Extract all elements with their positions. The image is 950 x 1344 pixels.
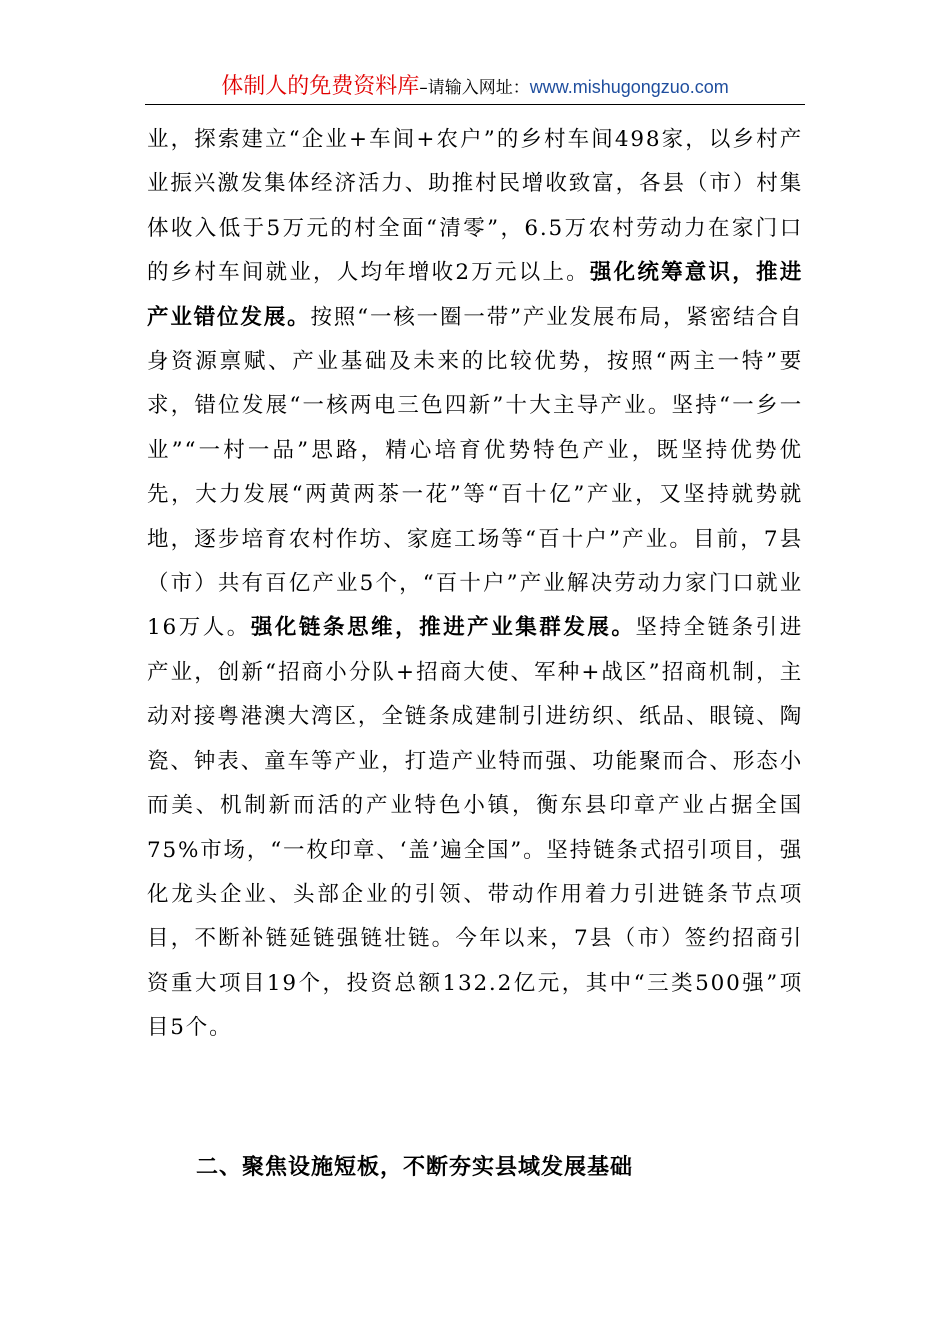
- site-name: 体制人的免费资料库: [221, 74, 420, 99]
- url-prompt: –请输入网址：: [419, 78, 530, 98]
- paragraph-text-1: 业，探索建立“企业+车间+农户”的乡村车间498家，以乡村产业振兴激发集体经济活力、助推村民增收致富，各县（市）村集体收入低于5万元的村全面“清零”，6.5万农村劳动力在家门口的乡村车间就业，人均年增收2万元以上。: [147, 127, 803, 286]
- page-header: [145, 72, 805, 105]
- bold-subheading-2: 强化链条思维，推进产业集群发展。: [250, 615, 636, 641]
- section-heading: 二、聚焦设施短板，不断夯实县域发展基础: [196, 1155, 634, 1180]
- body-paragraph: [147, 118, 803, 1051]
- paragraph-text-2: 按照“一核一圈一带”产业发展布局，紧密结合自身资源禀赋、产业基础及未来的比较优势，按照“两主一特”要求，错位发展“一核两电三色四新”十大主导产业。坚持“一乡一业”“一村一品”思路，精心培育优势特色产业，既坚持优势优先，大力发展“两黄两茶一花”等“百十亿”产业，又坚持就势就地，逐步培育农村作坊、家庭工场等“百十户”产业。目前，7县（市）共有百亿产业5个，“百十户”产业解决劳动力家门口就业16万人。: [147, 304, 803, 641]
- paragraph-text-3: 坚持全链条引进产业，创新“招商小分队+招商大使、军种+战区”招商机制，主动对接粤港澳大湾区，全链条成建制引进纺织、纸品、眼镜、陶瓷、钟表、童车等产业，打造产业特而强、功能聚而合、形态小而美、机制新而活的产业特色小镇，衡东县印章产业占据全国75%市场，“一枚印章、‘盖’遍全国”。坚持链条式招引项目，强化龙头企业、头部企业的引领、带动作用着力引进链条节点项目，不断补链延链强链壮链。今年以来，7县（市）签约招商引资重大项目19个，投资总额132.2亿元，其中“三类500强”项目5个。: [147, 615, 804, 1041]
- site-url-link[interactable]: www.mishugongzuo.com: [529, 77, 729, 97]
- bold-subheading-1: 强化统筹意识，推进产业错位发展。: [147, 260, 804, 330]
